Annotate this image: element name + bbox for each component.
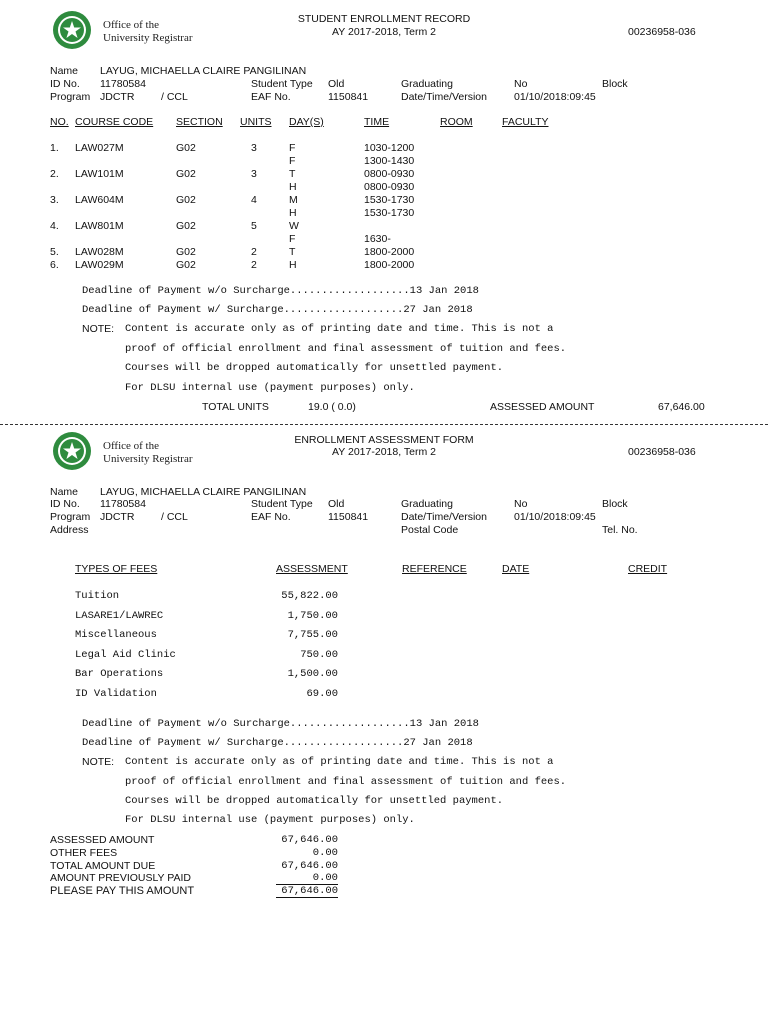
note-line-3: Courses will be dropped automatically for unsettled payment. xyxy=(125,362,504,374)
row-number: 5. xyxy=(50,246,59,258)
time: 0800-0930 xyxy=(364,181,415,193)
time: 1800-2000 xyxy=(364,246,415,258)
summary-value: 67,646.00 xyxy=(281,834,338,846)
document-title: STUDENT ENROLLMENT RECORD xyxy=(297,13,471,25)
course-code: LAW604M xyxy=(75,194,124,206)
graduating-value: No xyxy=(514,78,528,90)
summary-label: OTHER FEES xyxy=(50,846,118,859)
day: M xyxy=(289,194,298,206)
note-line-4: For DLSU internal use (payment purposes) only. xyxy=(125,382,415,394)
fee-amount: 55,822.00 xyxy=(281,590,338,602)
time: 1530-1730 xyxy=(364,194,415,206)
address-label: Address xyxy=(50,524,89,536)
time: 1300-1430 xyxy=(364,155,415,167)
summary-value: 0.00 xyxy=(312,846,338,859)
day: W xyxy=(289,220,299,232)
col-reference: REFERENCE xyxy=(402,563,467,575)
fee-amount: 1,750.00 xyxy=(287,609,338,622)
col-time: TIME xyxy=(364,116,390,128)
name-label: Name xyxy=(50,486,79,498)
assessed-amount-label: ASSESSED AMOUNT xyxy=(490,401,595,413)
deadline-with-surcharge: Deadline of Payment w/ Surcharge...................27 Jan 2018 xyxy=(82,304,473,316)
section: G02 xyxy=(176,220,196,232)
col-date: DATE xyxy=(502,563,530,575)
office-name: Office of the University Registrar xyxy=(103,440,193,465)
college-value: / CCL xyxy=(161,511,188,523)
eaf-label: EAF No. xyxy=(251,91,291,103)
note-line-4: For DLSU internal use (payment purposes) only. xyxy=(125,814,415,826)
fee-amount: 750.00 xyxy=(300,648,338,661)
block-label: Block xyxy=(602,498,628,510)
course-code: LAW028M xyxy=(75,246,124,258)
section: G02 xyxy=(176,246,196,258)
col-room: ROOM xyxy=(440,116,473,128)
eaf-label: EAF No. xyxy=(251,511,291,523)
cut-line-divider xyxy=(0,424,768,425)
day: H xyxy=(289,207,297,219)
summary-value: 67,646.00 xyxy=(281,859,338,872)
fee-type: Tuition xyxy=(75,590,120,602)
time: 1800-2000 xyxy=(364,259,415,271)
amount-double-rule xyxy=(276,897,338,898)
fee-type: Bar Operations xyxy=(75,668,164,680)
deadline-without-surcharge: Deadline of Payment w/o Surcharge...................13 Jan 2018 xyxy=(82,718,479,730)
summary-value: 67,646.00 xyxy=(281,885,338,898)
postal-code-label: Postal Code xyxy=(401,524,459,536)
col-no: NO. xyxy=(50,116,69,128)
summary-label: ASSESSED AMOUNT xyxy=(50,834,155,846)
col-faculty: FACULTY xyxy=(502,116,549,128)
row-number: 4. xyxy=(50,220,59,232)
fee-type: Miscellaneous xyxy=(75,629,157,641)
student-id: 11780584 xyxy=(100,78,146,90)
course-code: LAW801M xyxy=(75,220,124,232)
note-line-2: proof of official enrollment and final assessment of tuition and fees. xyxy=(125,343,567,355)
student-type-label: Student Type xyxy=(251,498,313,510)
fee-type: LASARE1/LAWREC xyxy=(75,609,164,622)
col-credit: CREDIT xyxy=(628,563,668,575)
college-value: / CCL xyxy=(161,91,188,103)
eaf-number: 1150841 xyxy=(328,511,369,523)
time: 1630- xyxy=(364,233,391,245)
student-name: LAYUG, MICHAELLA CLAIRE PANGILINAN xyxy=(100,486,307,498)
name-label: Name xyxy=(50,65,79,77)
document-title: ENROLLMENT ASSESSMENT FORM xyxy=(294,434,474,446)
units: 3 xyxy=(251,168,257,180)
program-value: JDCTR xyxy=(100,91,135,103)
graduating-label: Graduating xyxy=(401,78,453,90)
assessed-amount-value: 67,646.00 xyxy=(658,401,705,413)
fee-amount: 69.00 xyxy=(306,687,338,700)
day: F xyxy=(289,155,296,167)
day: F xyxy=(289,233,296,245)
program-label: Program xyxy=(50,91,91,103)
col-types-of-fees: TYPES OF FEES xyxy=(75,563,158,575)
fee-amount: 7,755.00 xyxy=(287,629,338,641)
row-number: 1. xyxy=(50,142,59,154)
student-type: Old xyxy=(328,498,345,510)
summary-label: AMOUNT PREVIOUSLY PAID xyxy=(50,872,192,885)
col-days: DAY(S) xyxy=(289,116,324,128)
id-label: ID No. xyxy=(50,78,80,90)
section: G02 xyxy=(176,168,196,180)
course-code: LAW027M xyxy=(75,142,124,154)
time: 0800-0930 xyxy=(364,168,415,180)
row-number: 3. xyxy=(50,194,59,206)
academic-year: AY 2017-2018, Term 2 xyxy=(332,446,436,458)
units: 2 xyxy=(251,246,257,258)
date-time-version-label: Date/Time/Version xyxy=(401,91,487,103)
eaf-number: 1150841 xyxy=(328,91,369,103)
program-value: JDCTR xyxy=(100,511,135,523)
office-name: Office of the University Registrar xyxy=(103,19,193,44)
date-time-version: 01/10/2018:09:45 xyxy=(514,91,596,103)
summary-label: TOTAL AMOUNT DUE xyxy=(50,859,156,872)
academic-year: AY 2017-2018, Term 2 xyxy=(332,26,436,38)
date-time-version-label: Date/Time/Version xyxy=(401,511,487,523)
document-number: 00236958-036 xyxy=(628,446,696,458)
id-label: ID No. xyxy=(50,498,80,510)
graduating-label: Graduating xyxy=(401,498,453,510)
note-line-1: Content is accurate only as of printing date and time. This is not a xyxy=(125,756,554,768)
units: 3 xyxy=(251,142,257,154)
note-line-2: proof of official enrollment and final assessment of tuition and fees. xyxy=(125,776,567,788)
summary-label: PLEASE PAY THIS AMOUNT xyxy=(50,885,195,898)
day: H xyxy=(289,259,297,271)
col-units: UNITS xyxy=(240,116,272,128)
section: G02 xyxy=(176,259,196,271)
note-line-3: Courses will be dropped automatically for unsettled payment. xyxy=(125,795,504,807)
deadline-with-surcharge: Deadline of Payment w/ Surcharge...................27 Jan 2018 xyxy=(82,737,473,749)
tel-no-label: Tel. No. xyxy=(602,524,638,536)
day: H xyxy=(289,181,297,193)
fee-type: ID Validation xyxy=(75,687,157,700)
deadline-without-surcharge: Deadline of Payment w/o Surcharge...................13 Jan 2018 xyxy=(82,285,479,297)
graduating-value: No xyxy=(514,498,528,510)
time: 1030-1200 xyxy=(364,142,415,154)
note-line-1: Content is accurate only as of printing date and time. This is not a xyxy=(125,323,554,335)
student-type: Old xyxy=(328,78,345,90)
student-id: 11780584 xyxy=(100,498,146,510)
col-course-code: COURSE CODE xyxy=(75,116,154,128)
section: G02 xyxy=(176,142,196,154)
note-label: NOTE: xyxy=(82,323,115,335)
amount-rule xyxy=(276,884,338,885)
student-type-label: Student Type xyxy=(251,78,313,90)
total-units-label: TOTAL UNITS xyxy=(202,401,269,413)
day: T xyxy=(289,168,296,180)
section: G02 xyxy=(176,194,196,206)
units: 2 xyxy=(251,259,257,271)
day: T xyxy=(289,246,296,258)
date-time-version: 01/10/2018:09:45 xyxy=(514,511,596,523)
time: 1530-1730 xyxy=(364,207,415,219)
row-number: 2. xyxy=(50,168,59,180)
units: 5 xyxy=(251,220,257,232)
day: F xyxy=(289,142,296,154)
total-units-value: 19.0 ( 0.0) xyxy=(308,401,356,413)
program-label: Program xyxy=(50,511,91,523)
summary-value: 0.00 xyxy=(312,872,338,885)
document-number: 00236958-036 xyxy=(628,26,696,38)
fee-type: Legal Aid Clinic xyxy=(75,648,176,661)
student-name: LAYUG, MICHAELLA CLAIRE PANGILINAN xyxy=(100,65,307,77)
row-number: 6. xyxy=(50,259,59,271)
units: 4 xyxy=(251,194,257,206)
fee-amount: 1,500.00 xyxy=(287,668,338,680)
col-assessment: ASSESSMENT xyxy=(276,563,348,575)
course-code: LAW029M xyxy=(75,259,124,271)
note-label: NOTE: xyxy=(82,756,115,768)
col-section: SECTION xyxy=(176,116,223,128)
course-code: LAW101M xyxy=(75,168,124,180)
block-label: Block xyxy=(602,78,628,90)
